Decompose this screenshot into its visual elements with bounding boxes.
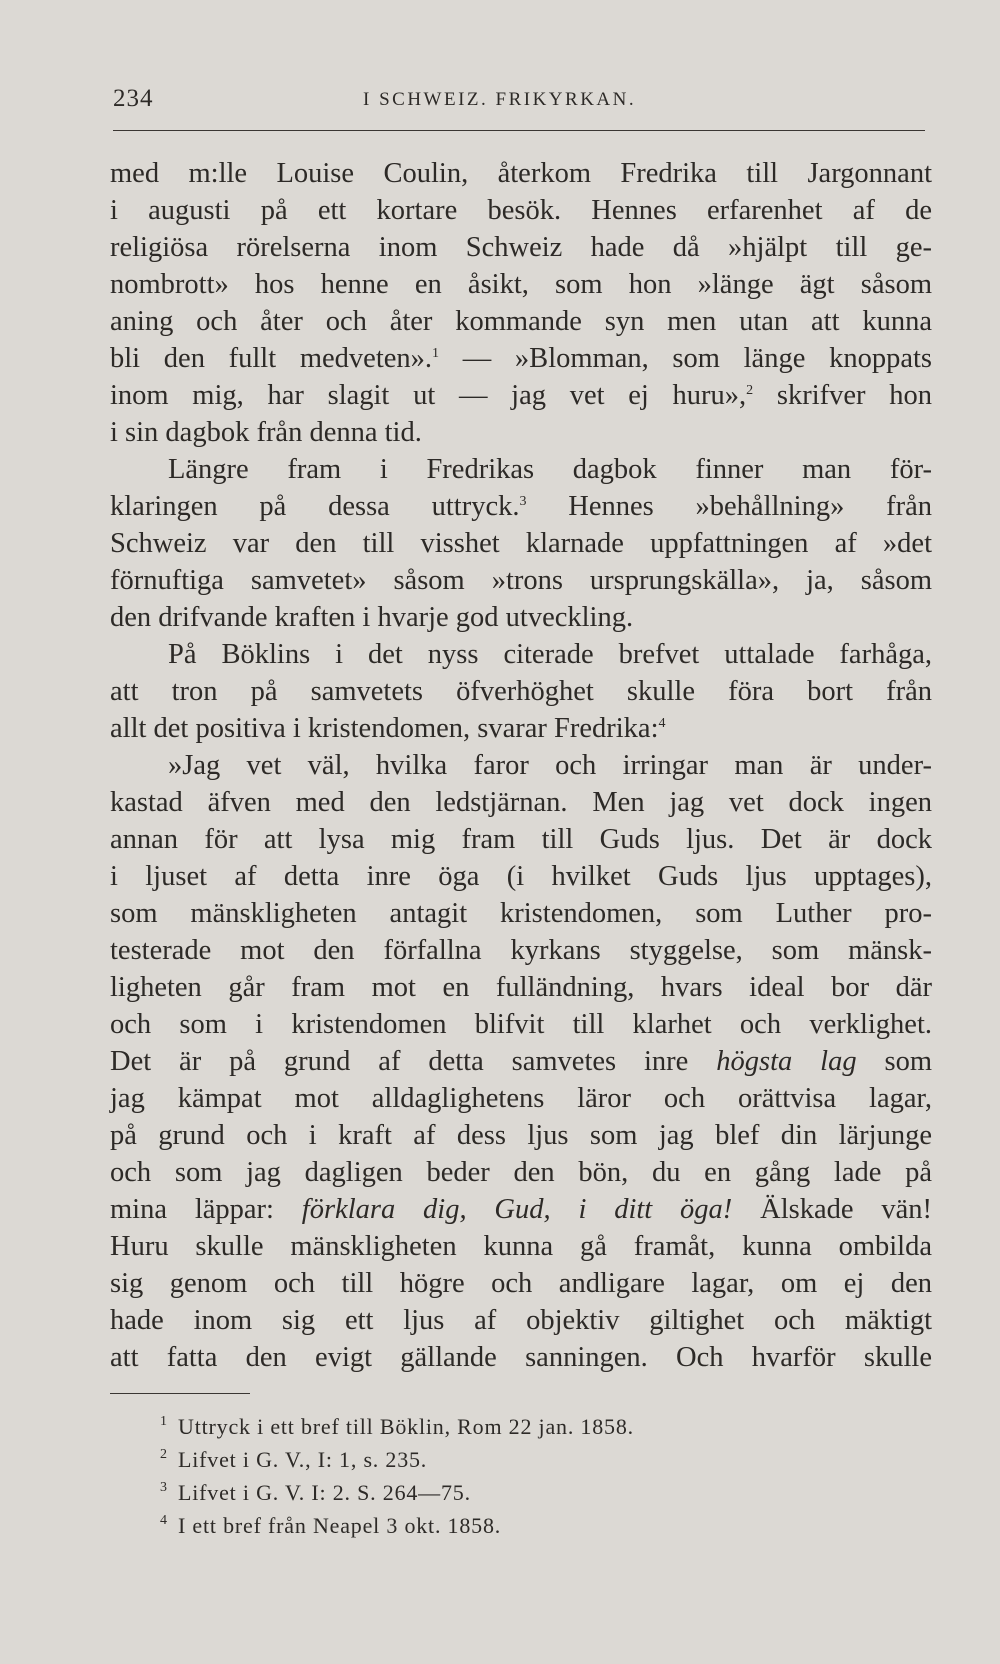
- text-line: testerade mot den förfallna kyrkans styggelse, som mänsk-: [110, 935, 932, 966]
- footnote-text: Uttryck i ett bref till Böklin, Rom 22 jan. 1858.: [178, 1414, 634, 1439]
- text-line: Det är på grund af detta samvetes inre högsta lag som: [110, 1046, 932, 1077]
- text-line: allt det positiva i kristendomen, svarar Fredrika:$^4$: [110, 713, 666, 744]
- text-line: Schweiz var den till visshet klarnade uppfattningen af »det: [110, 528, 932, 559]
- text-line: annan för att lysa mig fram till Guds ljus. Det är dock: [110, 824, 932, 855]
- footnote-ref: 2: [746, 383, 754, 398]
- text-line: hade inom sig ett ljus af objektiv giltighet och mäktigt: [110, 1305, 932, 1336]
- footnote-text: I ett bref från Neapel 3 okt. 1858.: [178, 1513, 502, 1538]
- text-line: i sin dagbok från denna tid.: [110, 417, 422, 448]
- text-line: bli den fullt medveten».$^1$ — »Blomman, som länge knoppats: [110, 343, 932, 374]
- body-text: [110, 155, 932, 1376]
- text-line: Längre fram i Fredrikas dagbok finner man för-: [168, 454, 932, 485]
- footnote-text: Lifvet i G. V., I: 1, s. 235.: [178, 1447, 428, 1472]
- text-line: förnuftiga samvetet» såsom »trons ursprungskälla», ja, såsom: [110, 565, 932, 596]
- text-line: som mänskligheten antagit kristendomen, som Luther pro-: [110, 898, 932, 929]
- text-line: klaringen på dessa uttryck.$^3$ Hennes »behållning» från: [110, 491, 932, 522]
- text-line: Huru skulle mänskligheten kunna gå framåt, kunna ombilda: [110, 1231, 932, 1262]
- text-line: »Jag vet väl, hvilka faror och irringar man är under-: [168, 750, 932, 781]
- footnote-ref: 4: [658, 716, 666, 731]
- footnote-text: Lifvet i G. V. I: 2. S. 264—75.: [178, 1480, 471, 1505]
- text-line: och som i kristendomen blifvit till klarhet och verklighet.: [110, 1009, 932, 1040]
- footnote-rule: [110, 1393, 250, 1394]
- text-line: jag kämpat mot alldaglighetens läror och orättvisa lagar,: [110, 1083, 932, 1114]
- footnote: 3 Lifvet i G. V. I: 2. S. 264—75.: [160, 1480, 471, 1505]
- text-line: inom mig, har slagit ut — jag vet ej huru»,$^2$ skrifver hon: [110, 380, 932, 411]
- text-line: på grund och i kraft af dess ljus som jag blef din lärjunge: [110, 1120, 932, 1151]
- text-line: På Böklins i det nyss citerade brefvet uttalade farhåga,: [168, 639, 932, 670]
- text-line: sig genom och till högre och andligare lagar, om ej den: [110, 1268, 932, 1299]
- text-line: mina läppar: förklara dig, Gud, i ditt öga! Älskade vän!: [110, 1194, 932, 1225]
- footnote-ref: 1: [432, 346, 440, 361]
- running-head: [113, 85, 930, 115]
- text-line: i augusti på ett kortare besök. Hennes erfarenhet af de: [110, 195, 932, 226]
- text-line: med m:lle Louise Coulin, återkom Fredrika till Jargonnant: [110, 158, 932, 189]
- text-line: ligheten går fram mot en fulländning, hvars ideal bor där: [110, 972, 932, 1003]
- text-line: att fatta den evigt gällande sanningen. Och hvarför skulle: [110, 1342, 932, 1373]
- text-line: att tron på samvetets öfverhöghet skulle föra bort från: [110, 676, 932, 707]
- footnote: 4 I ett bref från Neapel 3 okt. 1858.: [160, 1513, 502, 1538]
- running-head-title: I SCHWEIZ. FRIKYRKAN.: [363, 89, 637, 110]
- text-line: nombrott» hos henne en åsikt, som hon »länge ägt såsom: [110, 269, 932, 300]
- footnotes: [160, 1410, 860, 1542]
- footnote: 1 Uttryck i ett bref till Böklin, Rom 22 jan. 1858.: [160, 1414, 634, 1439]
- text-line: och som jag dagligen beder den bön, du en gång lade på: [110, 1157, 932, 1188]
- text-line: den drifvande kraften i hvarje god utveckling.: [110, 602, 634, 633]
- text-line: religiösa rörelserna inom Schweiz hade då »hjälpt till ge-: [110, 232, 932, 263]
- emphasis: förklara dig, Gud, i ditt öga!: [301, 1194, 733, 1225]
- text-line: aning och åter och åter kommande syn men utan att kunna: [110, 306, 932, 337]
- header-rule: [113, 130, 925, 131]
- text-line: kastad äfven med den ledstjärnan. Men jag vet dock ingen: [110, 787, 932, 818]
- footnote-ref: 3: [519, 494, 527, 509]
- footnote: 2 Lifvet i G. V., I: 1, s. 235.: [160, 1447, 428, 1472]
- text-line: i ljuset af detta inre öga (i hvilket Guds ljus upptages),: [110, 861, 932, 892]
- page-number: 234: [113, 85, 154, 112]
- emphasis: högsta lag: [716, 1046, 857, 1077]
